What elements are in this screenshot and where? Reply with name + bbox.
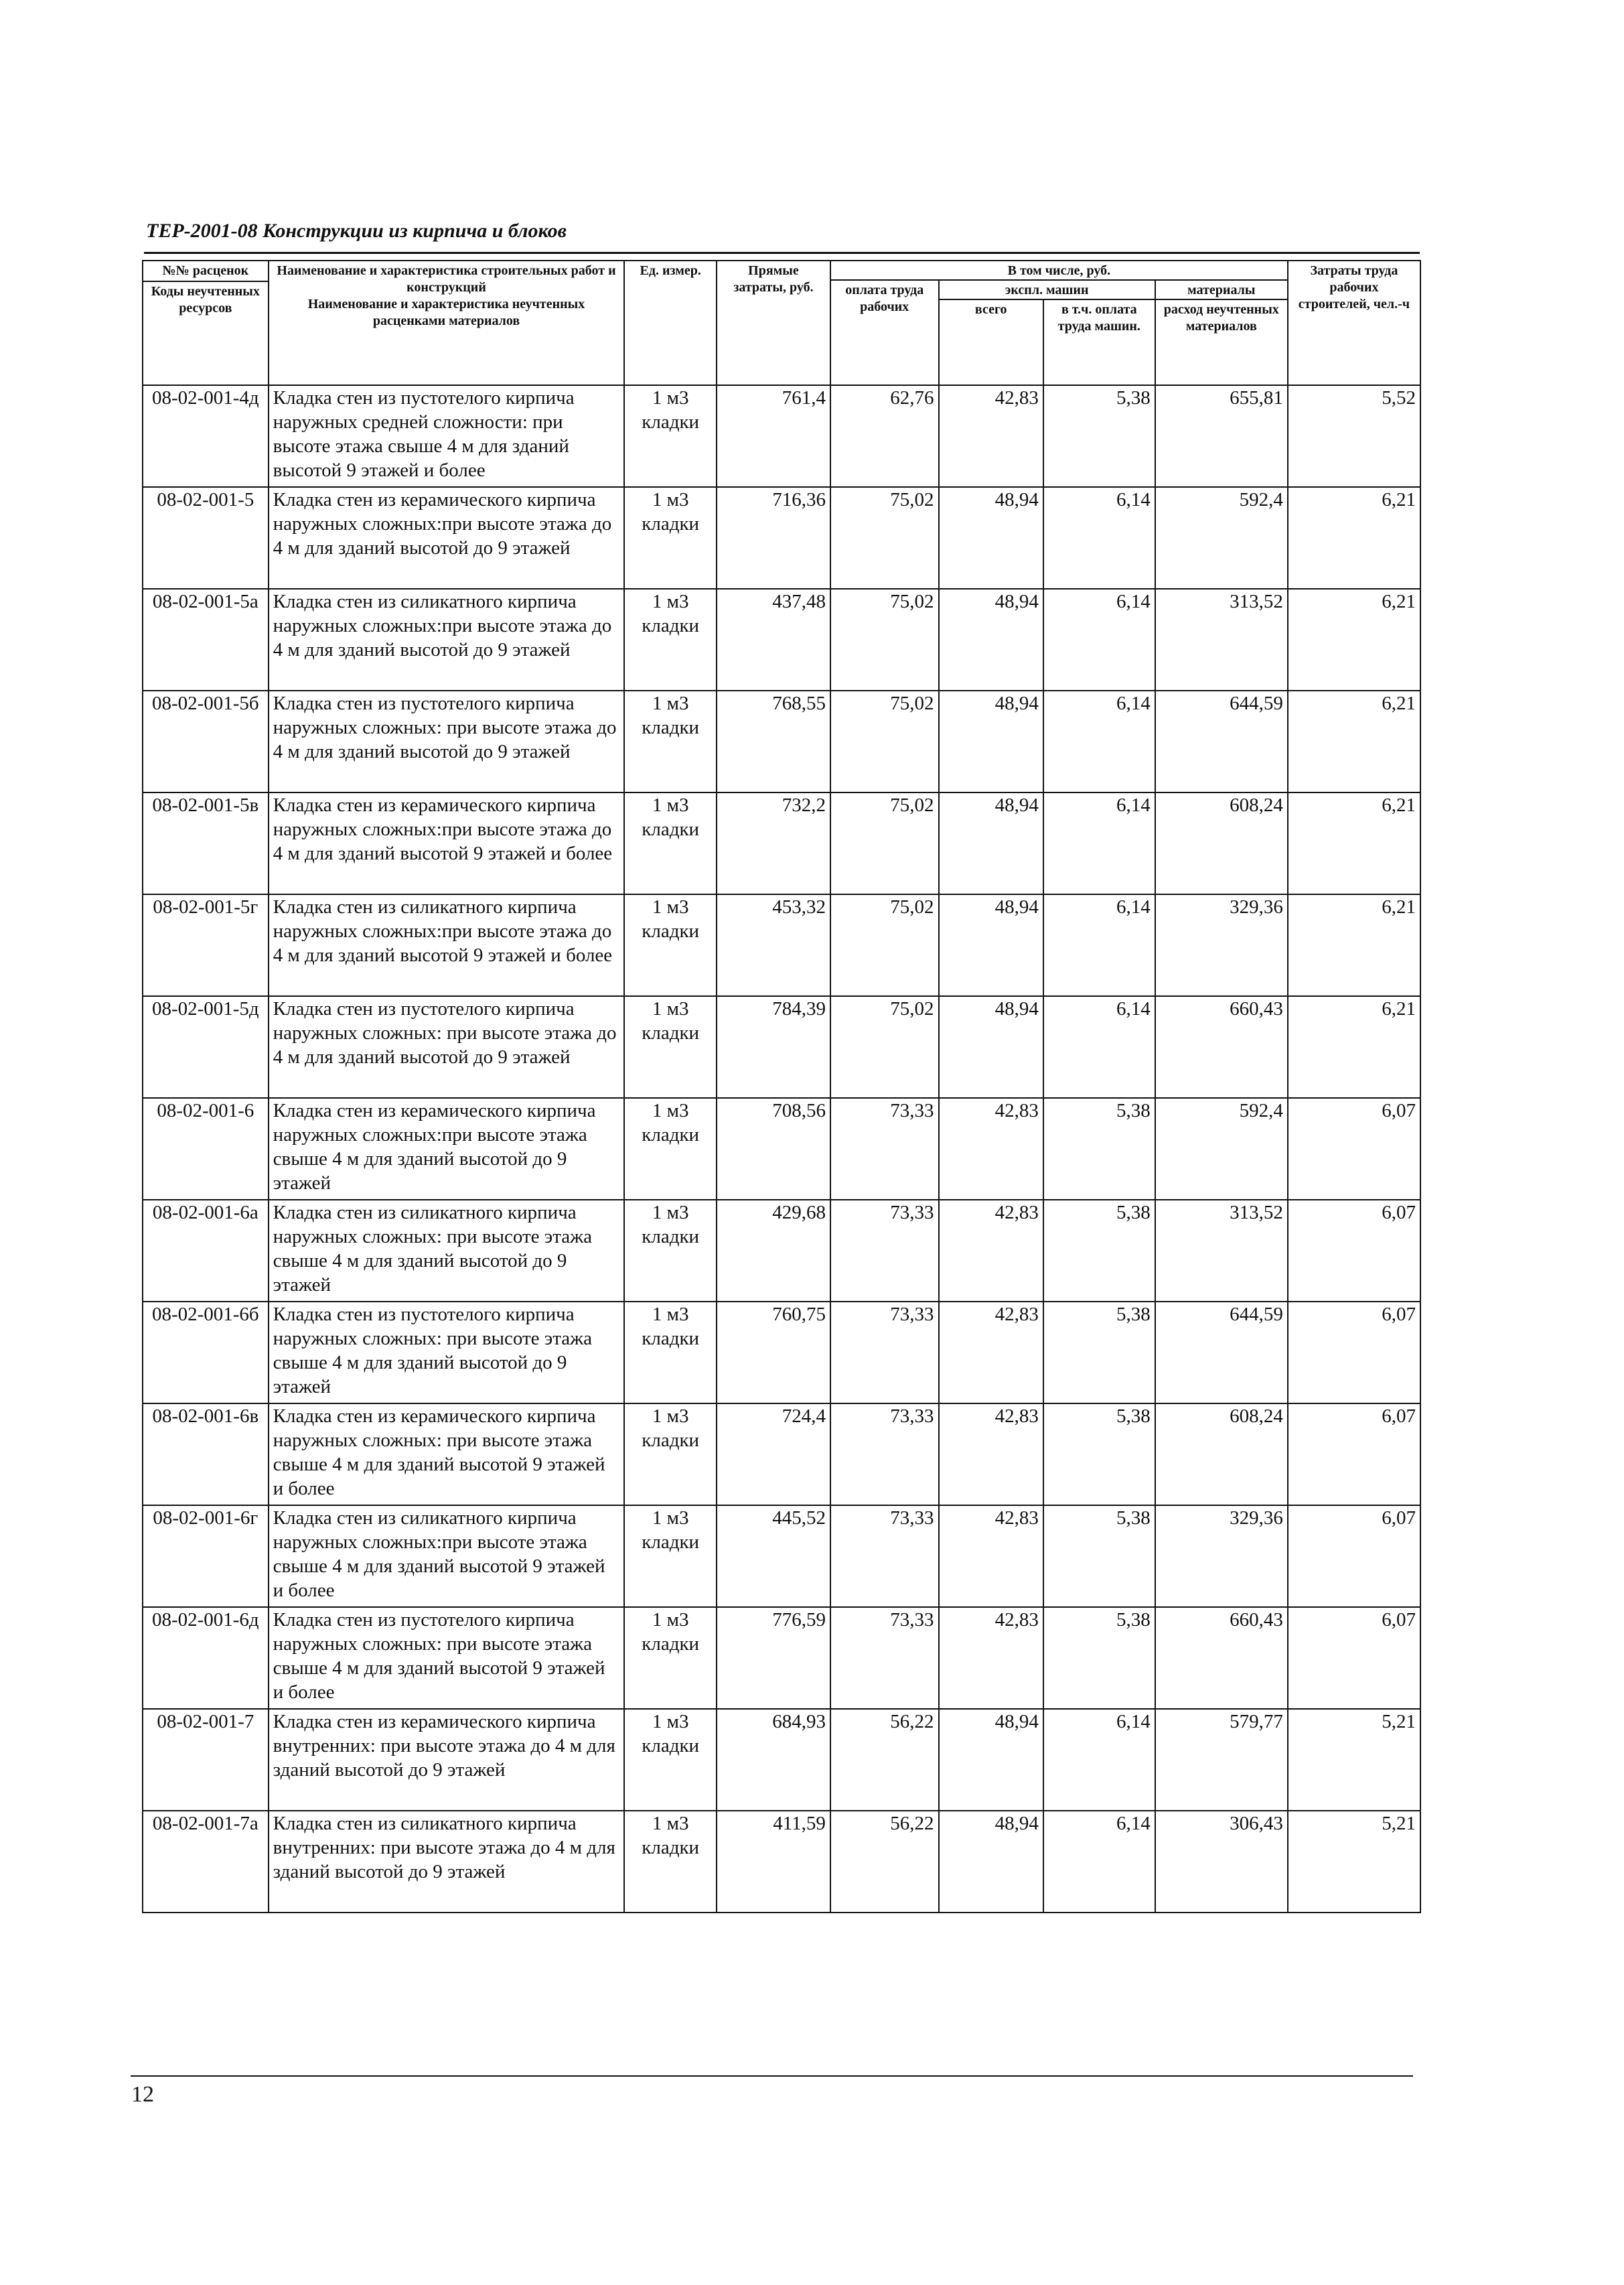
row-mach-wages: 6,14 — [1043, 691, 1155, 792]
row-mach: 42,83 — [939, 1098, 1043, 1200]
row-materials: 313,52 — [1155, 589, 1288, 691]
row-direct: 684,93 — [717, 1709, 830, 1811]
row-unit: 1 м3 кладки — [624, 1505, 717, 1607]
row-unit: 1 м3 кладки — [624, 894, 717, 996]
row-labor: 5,52 — [1288, 385, 1420, 487]
row-name: Кладка стен из пустотелого кирпича наружных сложных: при высоте этажа свыше 4 м для зданий высотой до 9 этажей — [269, 1302, 625, 1403]
row-code: 08-02-001-5д — [143, 996, 269, 1098]
row-unit: 1 м3 кладки — [624, 1302, 717, 1403]
row-wages: 73,33 — [830, 1505, 939, 1607]
row-wages: 75,02 — [830, 691, 939, 792]
row-labor: 6,21 — [1288, 996, 1420, 1098]
table-row — [143, 487, 1420, 589]
row-labor: 6,07 — [1288, 1403, 1420, 1505]
row-mach: 42,83 — [939, 385, 1043, 487]
page-title: ТЕР-2001-08 Конструкции из кирпича и блоков — [146, 220, 567, 242]
header-machines: экспл. машин — [939, 280, 1155, 299]
row-code: 08-02-001-6в — [143, 1403, 269, 1505]
row-unit: 1 м3 кладки — [624, 792, 717, 894]
row-direct: 760,75 — [717, 1302, 830, 1403]
row-code: 08-02-001-6 — [143, 1098, 269, 1200]
row-name: Кладка стен из силикатного кирпича наружных сложных:при высоте этажа свыше 4 м для зданий высотой 9 этажей и более — [269, 1505, 625, 1607]
row-code: 08-02-001-7а — [143, 1811, 269, 1913]
row-materials: 306,43 — [1155, 1811, 1288, 1913]
row-materials: 592,4 — [1155, 487, 1288, 589]
row-direct: 445,52 — [717, 1505, 830, 1607]
row-mach-wages: 6,14 — [1043, 792, 1155, 894]
row-wages: 73,33 — [830, 1403, 939, 1505]
row-direct: 437,48 — [717, 589, 830, 691]
header-wages: оплата труда рабочих — [830, 280, 939, 385]
row-wages: 75,02 — [830, 894, 939, 996]
row-labor: 6,07 — [1288, 1505, 1420, 1607]
row-labor: 6,07 — [1288, 1098, 1420, 1200]
row-labor: 6,07 — [1288, 1302, 1420, 1403]
row-name: Кладка стен из керамического кирпича наружных сложных: при высоте этажа свыше 4 м для зданий высотой 9 этажей и более — [269, 1403, 625, 1505]
row-mach: 48,94 — [939, 1709, 1043, 1811]
table-row — [143, 1098, 1420, 1200]
header-code — [143, 261, 269, 385]
table-row — [143, 1200, 1420, 1302]
row-materials: 660,43 — [1155, 996, 1288, 1098]
row-mach-wages: 5,38 — [1043, 1098, 1155, 1200]
row-labor: 6,21 — [1288, 589, 1420, 691]
row-mach: 48,94 — [939, 894, 1043, 996]
row-name: Кладка стен из пустотелого кирпича наружных сложных: при высоте этажа свыше 4 м для зданий высотой 9 этажей и более — [269, 1607, 625, 1709]
row-mach: 42,83 — [939, 1505, 1043, 1607]
row-direct: 716,36 — [717, 487, 830, 589]
footer-divider — [131, 2075, 1413, 2077]
row-unit: 1 м3 кладки — [624, 385, 717, 487]
header-mach-wages: в т.ч. оплата труда машин. — [1043, 299, 1155, 385]
header-labor: Затраты труда рабочих строителей, чел.-ч — [1288, 261, 1420, 385]
header-code-top: №№ расценок — [162, 263, 249, 278]
table-header — [143, 261, 1420, 385]
table-row — [143, 691, 1420, 792]
table-row — [143, 1505, 1420, 1607]
row-direct: 784,39 — [717, 996, 830, 1098]
table-row — [143, 792, 1420, 894]
row-wages: 75,02 — [830, 792, 939, 894]
row-unit: 1 м3 кладки — [624, 487, 717, 589]
row-mach: 48,94 — [939, 589, 1043, 691]
row-mach-wages: 6,14 — [1043, 487, 1155, 589]
row-name: Кладка стен из керамического кирпича внутренних: при высоте этажа до 4 м для зданий высотой до 9 этажей — [269, 1709, 625, 1811]
table-row — [143, 1709, 1420, 1811]
row-mach-wages: 5,38 — [1043, 1607, 1155, 1709]
row-mach-wages: 6,14 — [1043, 996, 1155, 1098]
row-mach: 42,83 — [939, 1403, 1043, 1505]
row-direct: 411,59 — [717, 1811, 830, 1913]
row-direct: 768,55 — [717, 691, 830, 792]
row-labor: 5,21 — [1288, 1709, 1420, 1811]
table-body — [143, 385, 1420, 1913]
row-unit: 1 м3 кладки — [624, 1200, 717, 1302]
row-code: 08-02-001-6а — [143, 1200, 269, 1302]
row-labor: 6,21 — [1288, 487, 1420, 589]
page-number: 12 — [131, 2082, 154, 2107]
row-code: 08-02-001-5б — [143, 691, 269, 792]
row-unit: 1 м3 кладки — [624, 1607, 717, 1709]
row-materials: 608,24 — [1155, 1403, 1288, 1505]
row-mach: 48,94 — [939, 996, 1043, 1098]
header-name-top: Наименование и характеристика строительных работ и конструкций — [277, 263, 616, 295]
row-wages: 75,02 — [830, 487, 939, 589]
row-mach: 42,83 — [939, 1200, 1043, 1302]
table-row — [143, 894, 1420, 996]
row-direct: 732,2 — [717, 792, 830, 894]
row-labor: 6,07 — [1288, 1200, 1420, 1302]
row-mach-wages: 6,14 — [1043, 1811, 1155, 1913]
table-row — [143, 1607, 1420, 1709]
row-unit: 1 м3 кладки — [624, 1098, 717, 1200]
row-materials: 579,77 — [1155, 1709, 1288, 1811]
row-name: Кладка стен из силикатного кирпича внутренних: при высоте этажа до 4 м для зданий высотой до 9 этажей — [269, 1811, 625, 1913]
row-code: 08-02-001-5в — [143, 792, 269, 894]
row-direct: 776,59 — [717, 1607, 830, 1709]
row-direct: 761,4 — [717, 385, 830, 487]
row-code: 08-02-001-6б — [143, 1302, 269, 1403]
row-mach: 48,94 — [939, 691, 1043, 792]
row-labor: 6,21 — [1288, 894, 1420, 996]
row-name: Кладка стен из пустотелого кирпича наружных средней сложности: при высоте этажа свыше 4 м для зданий высотой 9 этажей и более — [269, 385, 625, 487]
header-materials-sub: расход неучтенных материалов — [1155, 299, 1288, 385]
row-materials: 655,81 — [1155, 385, 1288, 487]
row-wages: 75,02 — [830, 996, 939, 1098]
row-materials: 608,24 — [1155, 792, 1288, 894]
table-row — [143, 385, 1420, 487]
row-unit: 1 м3 кладки — [624, 996, 717, 1098]
row-unit: 1 м3 кладки — [624, 1709, 717, 1811]
row-wages: 73,33 — [830, 1302, 939, 1403]
header-unit: Ед. измер. — [624, 261, 717, 385]
header-name-bottom: Наименование и характеристика неучтенных расценками материалов — [307, 297, 585, 328]
row-labor: 6,21 — [1288, 792, 1420, 894]
row-mach-wages: 6,14 — [1043, 894, 1155, 996]
row-mach-wages: 5,38 — [1043, 1302, 1155, 1403]
table-row — [143, 1302, 1420, 1403]
row-code: 08-02-001-5а — [143, 589, 269, 691]
row-materials: 644,59 — [1155, 691, 1288, 792]
row-name: Кладка стен из керамического кирпича наружных сложных:при высоте этажа свыше 4 м для зданий высотой до 9 этажей — [269, 1098, 625, 1200]
row-mach: 42,83 — [939, 1302, 1043, 1403]
row-mach-wages: 5,38 — [1043, 1200, 1155, 1302]
row-wages: 73,33 — [830, 1607, 939, 1709]
row-materials: 329,36 — [1155, 894, 1288, 996]
header-direct: Прямые затраты, руб. — [717, 261, 830, 385]
row-materials: 592,4 — [1155, 1098, 1288, 1200]
row-name: Кладка стен из пустотелого кирпича наружных сложных: при высоте этажа до 4 м для зданий высотой до 9 этажей — [269, 691, 625, 792]
row-materials: 660,43 — [1155, 1607, 1288, 1709]
row-code: 08-02-001-5 — [143, 487, 269, 589]
row-mach: 48,94 — [939, 1811, 1043, 1913]
row-direct: 724,4 — [717, 1403, 830, 1505]
row-name: Кладка стен из силикатного кирпича наружных сложных: при высоте этажа свыше 4 м для зданий высотой до 9 этажей — [269, 1200, 625, 1302]
row-code: 08-02-001-7 — [143, 1709, 269, 1811]
row-mach-wages: 5,38 — [1043, 1505, 1155, 1607]
row-wages: 56,22 — [830, 1811, 939, 1913]
row-name: Кладка стен из силикатного кирпича наружных сложных:при высоте этажа до 4 м для зданий высотой 9 этажей и более — [269, 894, 625, 996]
table-row — [143, 1811, 1420, 1913]
row-name: Кладка стен из пустотелого кирпича наружных сложных: при высоте этажа до 4 м для зданий высотой до 9 этажей — [269, 996, 625, 1098]
header-code-bottom: Коды неучтенных ресурсов — [143, 281, 268, 317]
title-divider — [144, 252, 1420, 254]
table-row — [143, 996, 1420, 1098]
row-wages: 56,22 — [830, 1709, 939, 1811]
row-code: 08-02-001-4д — [143, 385, 269, 487]
row-name: Кладка стен из силикатного кирпича наружных сложных:при высоте этажа до 4 м для зданий высотой до 9 этажей — [269, 589, 625, 691]
header-incl: В том числе, руб. — [830, 261, 1288, 280]
table-row — [143, 1403, 1420, 1505]
row-mach-wages: 5,38 — [1043, 1403, 1155, 1505]
row-materials: 329,36 — [1155, 1505, 1288, 1607]
row-mach-wages: 5,38 — [1043, 385, 1155, 487]
row-mach: 42,83 — [939, 1607, 1043, 1709]
header-name — [269, 261, 625, 385]
rates-table — [142, 260, 1421, 1913]
row-mach: 48,94 — [939, 487, 1043, 589]
header-materials: материалы — [1155, 280, 1288, 299]
row-materials: 313,52 — [1155, 1200, 1288, 1302]
row-direct: 429,68 — [717, 1200, 830, 1302]
row-name: Кладка стен из керамического кирпича наружных сложных:при высоте этажа до 4 м для зданий высотой до 9 этажей — [269, 487, 625, 589]
row-labor: 6,21 — [1288, 691, 1420, 792]
row-materials: 644,59 — [1155, 1302, 1288, 1403]
row-unit: 1 м3 кладки — [624, 589, 717, 691]
row-labor: 5,21 — [1288, 1811, 1420, 1913]
row-wages: 73,33 — [830, 1200, 939, 1302]
table-row — [143, 589, 1420, 691]
row-labor: 6,07 — [1288, 1607, 1420, 1709]
row-direct: 453,32 — [717, 894, 830, 996]
row-code: 08-02-001-5г — [143, 894, 269, 996]
row-unit: 1 м3 кладки — [624, 1811, 717, 1913]
row-unit: 1 м3 кладки — [624, 691, 717, 792]
row-mach-wages: 6,14 — [1043, 589, 1155, 691]
row-code: 08-02-001-6г — [143, 1505, 269, 1607]
row-mach-wages: 6,14 — [1043, 1709, 1155, 1811]
row-wages: 62,76 — [830, 385, 939, 487]
row-name: Кладка стен из керамического кирпича наружных сложных:при высоте этажа до 4 м для зданий высотой 9 этажей и более — [269, 792, 625, 894]
row-direct: 708,56 — [717, 1098, 830, 1200]
header-mach-total: всего — [939, 299, 1043, 385]
row-unit: 1 м3 кладки — [624, 1403, 717, 1505]
row-wages: 73,33 — [830, 1098, 939, 1200]
row-mach: 48,94 — [939, 792, 1043, 894]
row-wages: 75,02 — [830, 589, 939, 691]
row-code: 08-02-001-6д — [143, 1607, 269, 1709]
